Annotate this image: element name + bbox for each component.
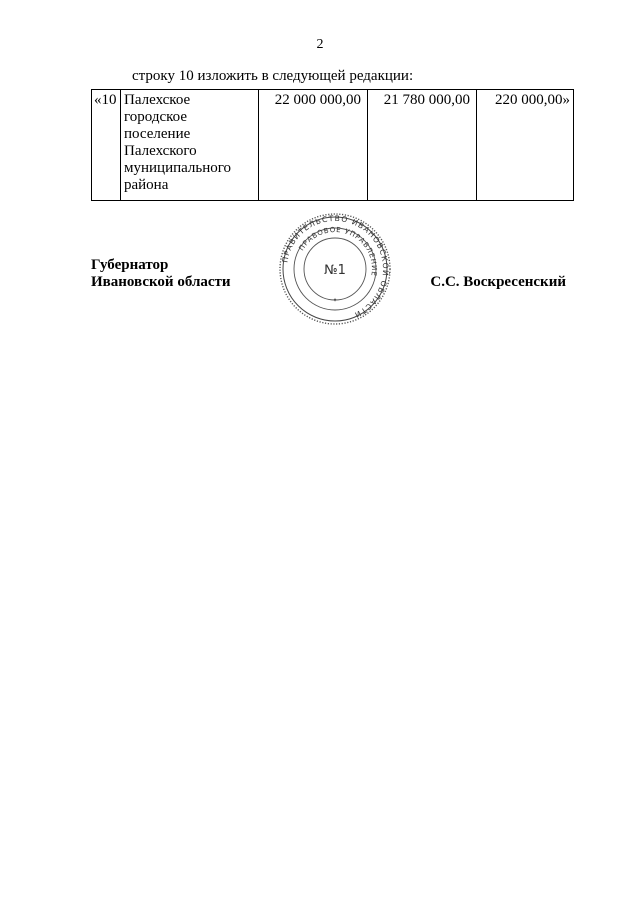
signature-title-line-1: Губернатор	[91, 257, 169, 273]
municipality-name-cell: Палехское городское поселение Палехского муниципального района	[121, 90, 259, 201]
seal-outer-text: ПРАВИТЕЛЬСТВО ИВАНОВСКОЙ ОБЛАСТИ	[280, 213, 391, 320]
signature-title-line-2: Ивановской области	[91, 274, 231, 290]
row-number-cell: «10	[92, 90, 121, 201]
table-row	[92, 90, 574, 201]
seal-center-text: №1	[324, 263, 346, 278]
amendment-table	[91, 89, 574, 201]
signature-title	[91, 257, 231, 291]
value-1-cell: 22 000 000,00	[259, 90, 368, 201]
value-2-cell: 21 780 000,00	[368, 90, 477, 201]
intro-line: строку 10 изложить в следующей редакции:	[132, 68, 414, 84]
seal-star-icon: ✦	[332, 297, 338, 304]
page-number: 2	[316, 37, 324, 52]
value-3-cell: 220 000,00»	[477, 90, 574, 201]
official-seal-stamp	[278, 212, 392, 326]
seal-inner-text: ПРАВОВОЕ УПРАВЛЕНИЕ	[297, 225, 379, 278]
signatory-name: С.С. Воскресенский	[430, 274, 566, 290]
